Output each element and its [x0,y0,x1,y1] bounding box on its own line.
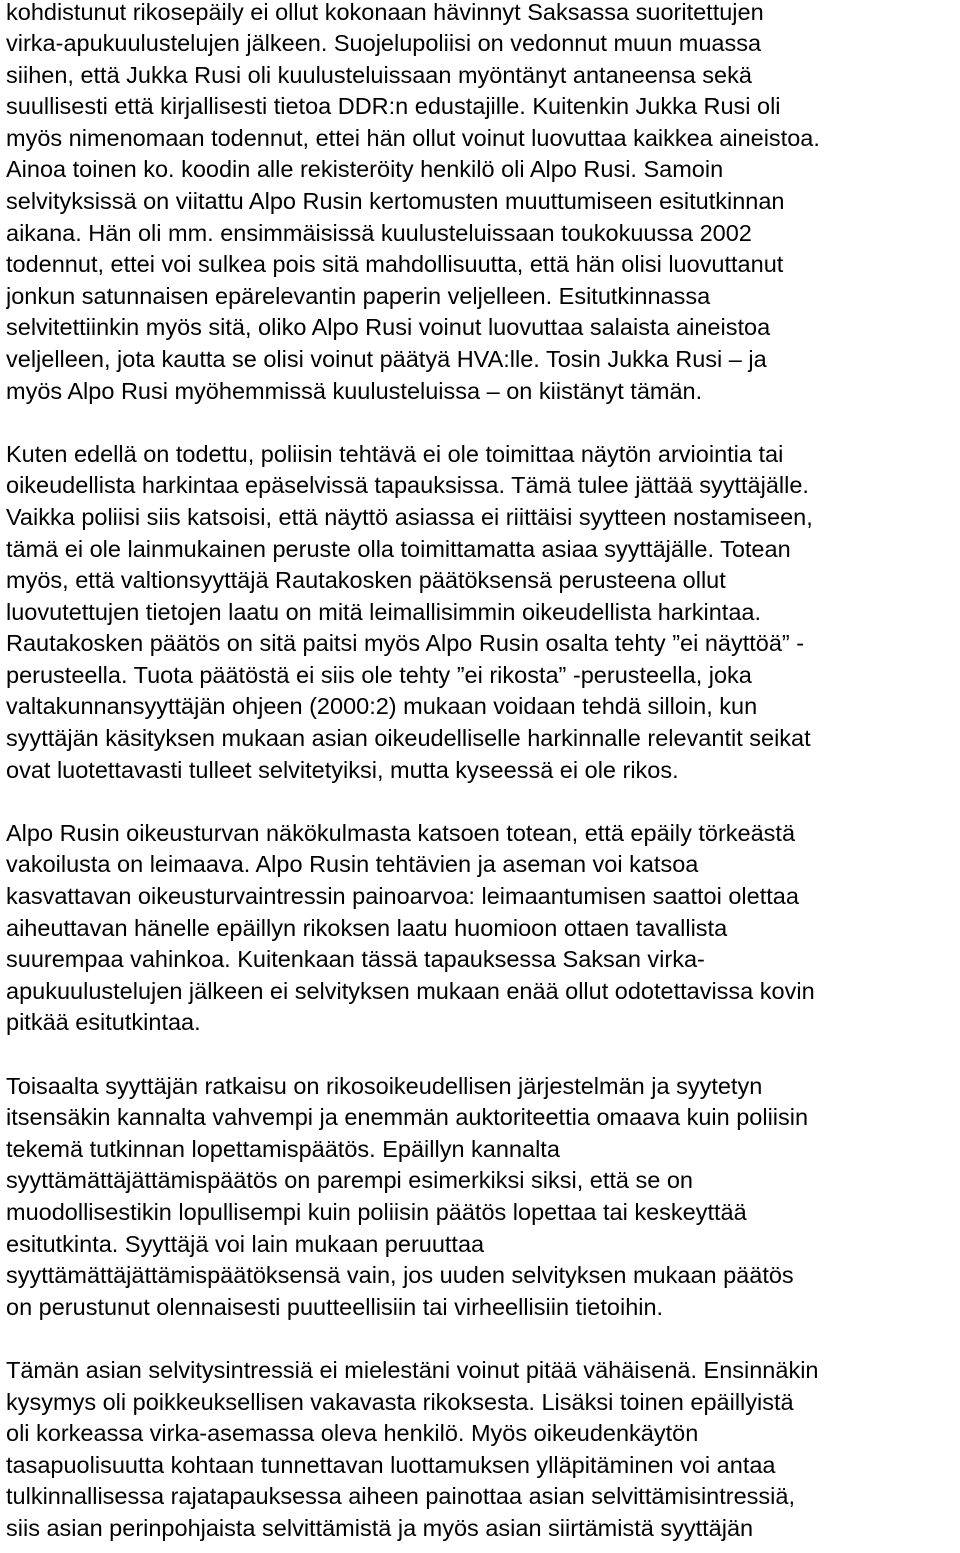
text-line: suullisesti että kirjallisesti tietoa DDR:n edustajille. Kuitenkin Jukka Rusi oli [6,93,781,120]
text-line: Ainoa toinen ko. koodin alle rekisteröity henkilö oli Alpo Rusi. Samoin [6,156,724,183]
text-line: kysymys oli poikkeuksellisen vakavasta rikoksesta. Lisäksi toinen epäillyistä [6,1388,794,1415]
text-line: siihen, että Jukka Rusi oli kuulusteluissaan myöntänyt antaneensa sekä [6,61,752,88]
paragraph-spacer [6,407,954,439]
text-line: selvitettiinkin myös sitä, oliko Alpo Rusi voinut luovuttaa salaista aineistoa [6,314,771,341]
text-line: todennut, ettei voi sulkea pois sitä mahdollisuutta, että hän olisi luovuttanut [6,251,784,278]
text-line: kasvattavan oikeusturvaintressin painoarvoa: leimaantumisen saattoi olettaa [6,883,799,910]
paragraph-3 [6,818,954,1039]
text-line: tulkinnallisessa rajatapauksessa aiheen painottaa asian selvittämisintressiä, [6,1483,795,1510]
paragraph-spacer [6,1323,954,1355]
text-line: myös nimenomaan todennut, ettei hän ollut voinut luovuttaa kaikkea aineistoa. [6,124,820,151]
text-line: aiheuttavan hänelle epäillyn rikoksen laatu huomioon ottaen tavallista [6,914,728,941]
text-line: Vaikka poliisi siis katsoisi, että näyttö asiassa ei riittäisi syytteen nostamiseen, [6,503,813,530]
text-line: oikeudellista harkintaa epäselvissä tapauksissa. Tämä tulee jättää syyttäjälle. [6,472,809,499]
text-line: syyttämättäjättämispäätös on parempi esimerkiksi siksi, että se on [6,1167,693,1194]
text-line: muodollisestikin lopullisempi kuin poliisin päätös lopettaa tai keskeyttää [6,1198,747,1225]
text-line: myös Alpo Rusi myöhemmissä kuulusteluissa – on kiistänyt tämän. [6,377,703,404]
text-line: tämä ei ole lainmukainen peruste olla toimittamatta asiaa syyttäjälle. Totean [6,535,791,562]
paragraph-4 [6,1071,954,1324]
text-line: veljelleen, jota kautta se olisi voinut päätyä HVA:lle. Tosin Jukka Rusi – ja [6,345,767,372]
text-line: syyttämättäjättämispäätöksensä vain, jos uuden selvityksen mukaan päätös [6,1262,794,1289]
text-line: kohdistunut rikosepäily ei ollut kokonaan hävinnyt Saksassa suoritettujen [6,0,764,25]
text-line: vakoilusta on leimaava. Alpo Rusin tehtävien ja aseman voi katsoa [6,851,699,878]
paragraph-spacer [6,786,954,818]
text-line: Rautakosken päätös on sitä paitsi myös Alpo Rusin osalta tehty ”ei näyttöä” - [6,630,805,657]
text-line: Alpo Rusin oikeusturvan näkökulmasta katsoen totean, että epäily törkeästä [6,819,796,846]
text-line: Tämän asian selvitysintressiä ei mielestäni voinut pitää vähäisenä. Ensinnäkin [6,1356,819,1383]
paragraph-5 [6,1355,954,1545]
text-line: oli korkeassa virka-asemassa oleva henkilö. Myös oikeudenkäytön [6,1420,699,1447]
text-line: on perustunut olennaisesti puutteellisiin tai virheellisiin tietoihin. [6,1293,664,1320]
text-line: aikana. Hän oli mm. ensimmäisissä kuulusteluissaan toukokuussa 2002 [6,219,752,246]
text-line: selvityksissä on viitattu Alpo Rusin kertomusten muuttumiseen esitutkinnan [6,187,785,214]
text-line: myös, että valtionsyyttäjä Rautakosken päätöksensä perusteena ollut [6,567,726,594]
text-line: tekemä tutkinnan lopettamispäätös. Epäillyn kannalta [6,1135,560,1162]
document-page [6,0,954,1545]
text-line: syyttäjän käsityksen mukaan asian oikeudelliselle harkinnalle relevantit seikat [6,725,811,752]
text-line: esitutkinta. Syyttäjä voi lain mukaan peruuttaa [6,1230,485,1257]
paragraph-2 [6,439,954,787]
text-line: jonkun satunnaisen epärelevantin paperin veljelleen. Esitutkinnassa [6,282,711,309]
text-line: tasapuolisuutta kohtaan tunnettavan luottamuksen ylläpitäminen voi antaa [6,1451,776,1478]
text-line: siis asian perinpohjaista selvittämistä ja myös asian siirtämistä syyttäjän [6,1514,754,1541]
paragraph-spacer [6,1039,954,1071]
paragraph-1 [6,0,954,407]
text-line: virka-apukuulustelujen jälkeen. Suojelupoliisi on vedonnut muun muassa [6,30,762,56]
text-line: apukuulustelujen jälkeen ei selvityksen mukaan enää ollut odotettavissa kovin [6,977,815,1004]
text-line: Toisaalta syyttäjän ratkaisu on rikosoikeudellisen järjestelmän ja syytetyn [6,1072,763,1099]
text-line: luovutettujen tietojen laatu on mitä leimallisimmin oikeudellista harkintaa. [6,598,762,625]
text-line: valtakunnansyyttäjän ohjeen (2000:2) mukaan voidaan tehdä silloin, kun [6,693,758,720]
text-line: Kuten edellä on todettu, poliisin tehtävä ei ole toimittaa näytön arviointia tai [6,440,784,467]
text-line: suurempaa vahinkoa. Kuitenkaan tässä tapauksessa Saksan virka- [6,946,705,973]
text-line: pitkää esitutkintaa. [6,1009,201,1036]
text-line: ovat luotettavasti tulleet selvitetyiksi, mutta kyseessä ei ole rikos. [6,756,679,783]
text-line: perusteella. Tuota päätöstä ei siis ole tehty ”ei rikosta” -perusteella, joka [6,661,752,688]
text-line: itsensäkin kannalta vahvempi ja enemmän auktoriteettia omaava kuin poliisin [6,1104,809,1131]
